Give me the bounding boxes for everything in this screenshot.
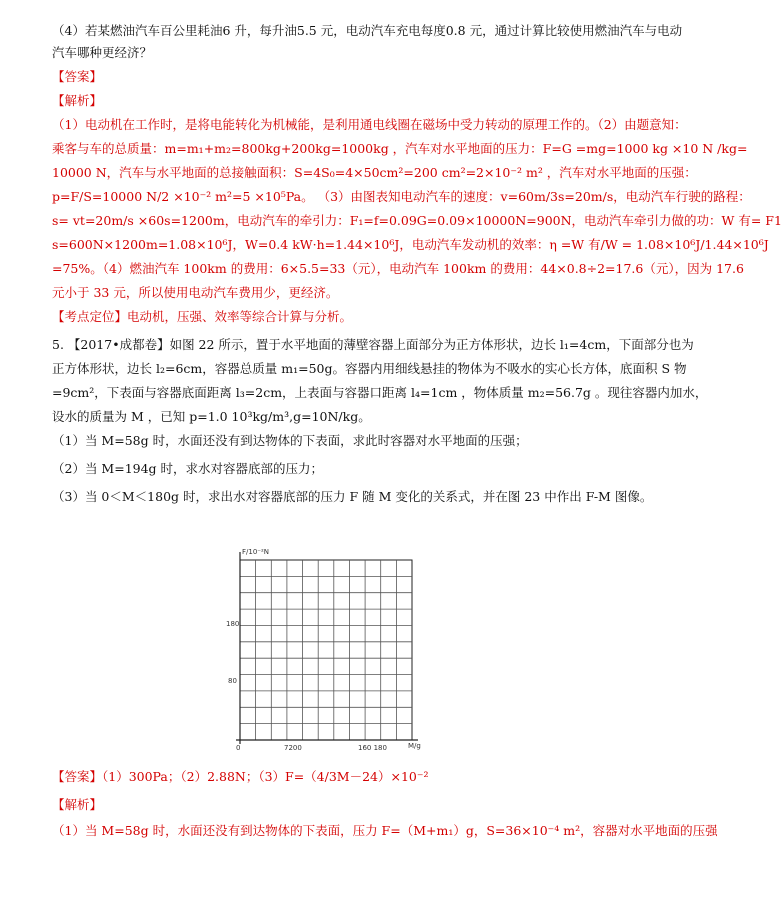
analysis-line: p=F/S=10000 N/2 ×10⁻² m²=5 ×10⁵Pa。 （3）由图表知电动汽车的速度：v=60m/3s=20m/s，电动汽车行驶的路程： [52, 189, 751, 204]
question-5-text: 设水的质量为 M ，已知 p=1.0 10³kg/m³,g=10N/kg。 [52, 409, 371, 424]
sub-question-3: （3）当 0＜M＜180g 时，求出水对容器底部的压力 F 随 M 变化的关系式，并在图 23 中作出 F-M 图像。 [52, 489, 653, 504]
analysis-line: （1）当 M=58g 时，水面还没有到达物体的下表面，压力 F=（M+m₁）g，S=36×10⁻⁴ m²，容器对水平地面的压强 [52, 823, 718, 838]
x-axis-label: M/g [408, 742, 421, 750]
y-axis-label: F/10⁻²N [242, 548, 270, 556]
sub-question-1: （1）当 M=58g 时，水面还没有到达物体的下表面，求此时容器对水平地面的压强； [52, 433, 528, 448]
analysis-line: 10000 N，汽车与水平地面的总接触面积：S=4S₀=4×50cm²=200 cm²=2×10⁻² m² ，汽车对水平地面的压强： [52, 165, 697, 180]
analysis-line: （1）电动机在工作时，是将电能转化为机械能，是利用通电线圈在磁场中受力转动的原理工作的。（2）由题意知： [52, 117, 687, 132]
question-4-text: （4）若某燃油汽车百公里耗油6 升，每升油5.5 元，电动汽车充电每度0.8 元，通过计算比较使用燃油汽车与电动 [52, 23, 683, 38]
question-5-text: =9cm²，下表面与容器底面距离 l₃=2cm，上表面与容器口距离 l₄=1cm ，物体质量 m₂=56.7g 。现往容器内加水， [52, 385, 708, 400]
question-5-text: 5. 【2017•成都卷】如图 22 所示，置于水平地面的薄壁容器上面部分为正方体形状，边长 l₁=4cm，下面部分也为 [52, 337, 694, 352]
y-tick-label: 180 [226, 620, 240, 628]
question-5-text: 正方体形状，边长 l₂=6cm，容器总质量 m₁=50g。容器内用细线悬挂的物体为不吸水的实心长方体，底面积 S 物 [52, 361, 687, 376]
analysis-line: 元小于 33 元，所以使用电动汽车费用少，更经济。 [52, 285, 339, 300]
analysis-line: 乘客与车的总质量：m=m₁+m₂=800kg+200kg=1000kg ，汽车对水平地面的压力：F=G =mg=1000 kg ×10 N /kg= [52, 141, 748, 156]
y-tick-label: 80 [228, 677, 237, 685]
analysis-line: =75%。（4）燃油汽车 100km 的费用：6×5.5=33（元），电动汽车 100km 的费用：44×0.8÷2=17.6（元），因为 17.6 [52, 261, 744, 276]
answer-line: 【答案】（1）300Pa；（2）2.88N；（3）F=（4/3M－24）×10⁻² [52, 769, 429, 784]
analysis-line: s=600N×1200m=1.08×10⁶J，W=0.4 kW·h=1.44×10⁶J，电动汽车发动机的效率：η =W 有/W = 1.08×10⁶J/1.44×10⁶J [52, 237, 769, 252]
x-tick-label: 7200 [284, 744, 302, 752]
analysis-line: s= vt=20m/s ×60s=1200m，电动汽车的牵引力：F₁=f=0.09G=0.09×10000N=900N，电动汽车牵引力做的功：W 有= F1 [52, 213, 782, 228]
graph-figure [222, 548, 422, 758]
x-tick-label: 0 [236, 744, 241, 752]
key-point: 【考点定位】电动机，压强、效率等综合计算与分析。 [52, 309, 353, 324]
question-4-text-cont: 汽车哪种更经济？ [52, 45, 153, 60]
analysis-heading-2: 【解析】 [52, 797, 103, 812]
sub-question-2: （2）当 M=194g 时，求水对容器底部的压力； [52, 461, 324, 476]
analysis-heading: 【解析】 [52, 93, 103, 108]
graph-grid [222, 548, 422, 758]
x-tick-label: 160 180 [358, 744, 387, 752]
answer-heading: 【答案】 [52, 69, 103, 84]
